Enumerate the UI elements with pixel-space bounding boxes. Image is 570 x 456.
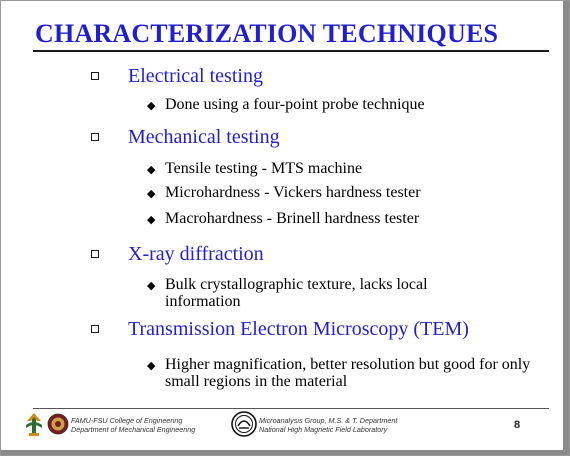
footer-left-line1: FAMU-FSU College of Engineering (71, 416, 183, 425)
hollow-square-icon (91, 72, 99, 80)
nhmfl-seal-icon (231, 411, 257, 437)
slide-title: CHARACTERIZATION TECHNIQUES (35, 19, 499, 48)
bullet-text: Bulk crystallographic texture, lacks local information (165, 276, 428, 310)
section-heading-text: X-ray diffraction (128, 243, 264, 265)
bullet-text: Higher magnification, better resolution but good for only small regions in the material (165, 356, 531, 390)
section-heading-text: Transmission Electron Microscopy (TEM) (128, 318, 469, 340)
bullet-text: Microhardness - Vickers hardness tester (165, 184, 421, 201)
bullet-text: Macrohardness - Brinell hardness tester (165, 210, 420, 227)
diamond-icon: ◆ (147, 100, 156, 112)
fsu-seal-icon (47, 413, 69, 435)
slide-shadow-bottom (1, 450, 570, 455)
section-heading-text: Mechanical testing (128, 126, 280, 148)
footer-right-text (259, 416, 397, 434)
hollow-square-icon (91, 250, 99, 258)
footer-divider (33, 408, 549, 409)
section-heading-text: Electrical testing (128, 65, 263, 87)
footer-left-line2: Department of Mechanical Engineering (71, 425, 196, 434)
diamond-icon: ◆ (147, 188, 156, 200)
diamond-icon: ◆ (147, 164, 156, 176)
footer-right-line1: Microanalysis Group, M.S. & T. Department (259, 416, 398, 425)
famu-logo-icon (23, 411, 45, 437)
slide-shadow-right (563, 1, 569, 456)
title-underline (33, 50, 549, 52)
hollow-square-icon (91, 325, 99, 333)
footer-right-line2: National High Magnetic Field Laboratory (259, 425, 388, 434)
footer-left-text (71, 416, 195, 434)
diamond-icon: ◆ (147, 214, 156, 226)
diamond-icon: ◆ (147, 360, 156, 372)
diamond-icon: ◆ (147, 280, 156, 292)
bullet-text: Done using a four-point probe technique (165, 96, 425, 113)
page-number: 8 (514, 419, 521, 431)
hollow-square-icon (91, 133, 99, 141)
bullet-text: Tensile testing - MTS machine (165, 160, 363, 177)
